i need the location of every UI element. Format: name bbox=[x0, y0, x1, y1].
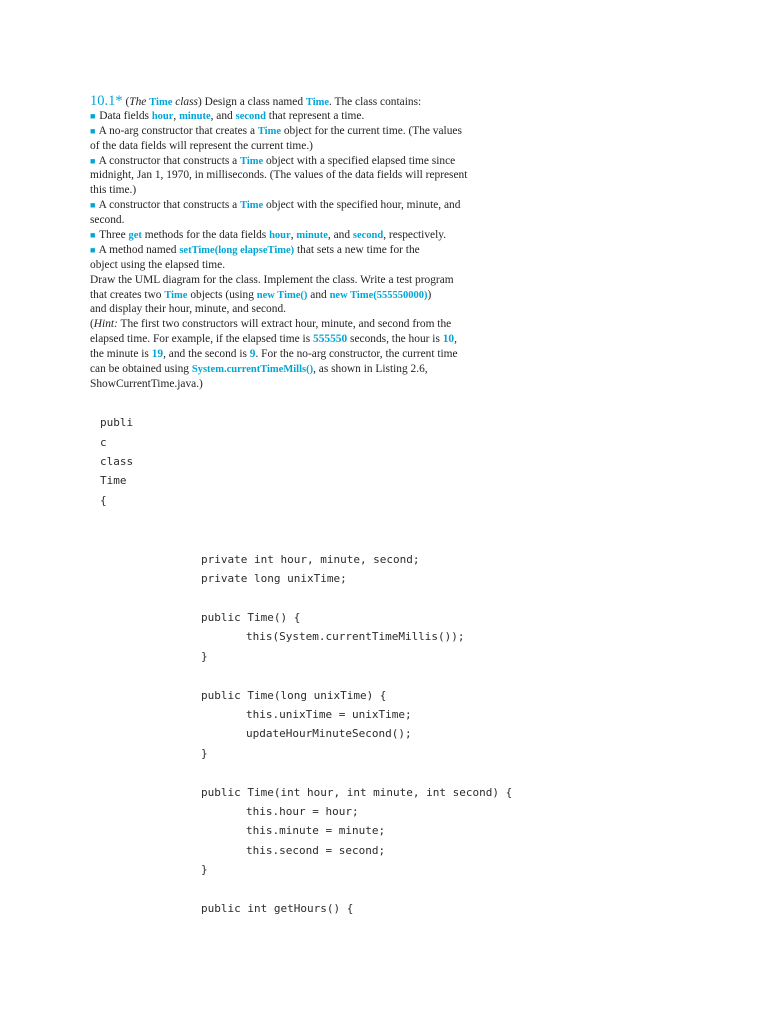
instructions-line-2: that creates two Time objects (using new Time() and new Time(555550000)) bbox=[90, 288, 432, 301]
hint-line-4: can be obtained using System.currentTimeMills(), as shown in Listing 2.6, bbox=[90, 363, 428, 376]
code-line: this.hour = hour; bbox=[246, 805, 359, 818]
code-line: public Time(long unixTime) { bbox=[201, 689, 387, 702]
code-line: this.unixTime = unixTime; bbox=[246, 708, 412, 721]
hint-line-1: (Hint: The first two constructors will extract hour, minute, and second from the bbox=[90, 318, 452, 331]
hint-line-5: ShowCurrentTime.java.) bbox=[90, 377, 203, 390]
exercise-number: 10.1* bbox=[90, 93, 123, 109]
code-line: updateHourMinuteSecond(); bbox=[246, 727, 412, 740]
code-line: private long unixTime; bbox=[201, 572, 347, 585]
bullet-settime-method: ■ A method named setTime(long elapseTime) that sets a new time for the bbox=[90, 243, 420, 256]
code-line: this.second = second; bbox=[246, 844, 386, 857]
bullet-square-icon: ■ bbox=[90, 230, 96, 241]
code-line: private int hour, minute, second; bbox=[201, 553, 420, 566]
bullet-hms-constructor: ■ A constructor that constructs a Time object with the specified hour, minute, and bbox=[90, 199, 461, 212]
code-line: } bbox=[201, 747, 208, 760]
code-line: public Time(int hour, int minute, int second) { bbox=[201, 786, 513, 799]
code-line: this.minute = minute; bbox=[246, 824, 386, 837]
bullet-square-icon: ■ bbox=[90, 110, 96, 121]
hint-line-2: elapsed time. For example, if the elapsed time is 555550 seconds, the hour is 10, bbox=[90, 333, 457, 346]
bullet-square-icon: ■ bbox=[90, 155, 96, 166]
instructions-line-1: Draw the UML diagram for the class. Implement the class. Write a test program bbox=[90, 273, 454, 286]
bullet-settime-method-cont: object using the elapsed time. bbox=[90, 258, 226, 271]
code-line: Time bbox=[100, 474, 127, 487]
bullet-noarg-constructor-cont: of the data fields will represent the current time.) bbox=[90, 139, 313, 152]
bullet-elapsed-constructor: ■ A constructor that constructs a Time object with a specified elapsed time since bbox=[90, 154, 456, 167]
bullet-elapsed-constructor-cont2: this time.) bbox=[90, 184, 137, 197]
bullet-square-icon: ■ bbox=[90, 244, 96, 255]
bullet-square-icon: ■ bbox=[90, 200, 96, 211]
code-line: public Time() { bbox=[201, 611, 301, 624]
hint-line-3: the minute is 19, and the second is 9. For the no-arg constructor, the current time bbox=[90, 348, 458, 361]
code-line: { bbox=[100, 494, 107, 507]
exercise-title: (The Time class) bbox=[125, 96, 202, 108]
bullet-get-methods: ■ Three get methods for the data fields hour, minute, and second, respectively. bbox=[90, 229, 447, 242]
bullet-data-fields: ■ Data fields hour, minute, and second that represent a time. bbox=[90, 109, 365, 122]
code-line: } bbox=[201, 863, 208, 876]
exercise-heading: 10.1* (The Time class) Design a class named Time. The class contains: bbox=[90, 93, 422, 109]
code-line: publi bbox=[100, 416, 134, 429]
bullet-square-icon: ■ bbox=[90, 125, 96, 136]
code-line: public int getHours() { bbox=[201, 902, 354, 915]
code-line: class bbox=[100, 455, 134, 468]
bullet-elapsed-constructor-cont: midnight, Jan 1, 1970, in milliseconds. (The values of the data fields will represent bbox=[90, 169, 468, 182]
code-line: this(System.currentTimeMillis()); bbox=[246, 630, 465, 643]
bullet-hms-constructor-cont: second. bbox=[90, 214, 125, 227]
instructions-line-3: and display their hour, minute, and second. bbox=[90, 303, 286, 316]
code-line: c bbox=[100, 436, 107, 449]
code-line: } bbox=[201, 650, 208, 663]
bullet-noarg-constructor: ■ A no-arg constructor that creates a Time object for the current time. (The values bbox=[90, 124, 462, 137]
